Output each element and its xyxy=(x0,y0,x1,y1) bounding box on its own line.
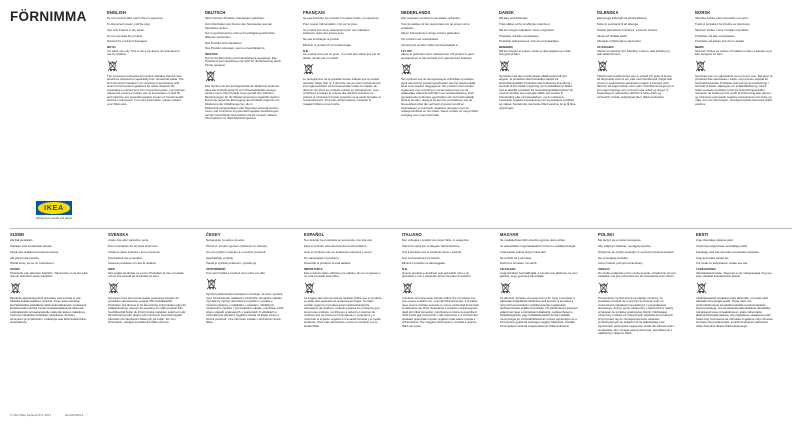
instruction-text: Ekki tengja fjöltengill við annað fjöltengi. xyxy=(597,16,648,21)
warning-title: N.B. xyxy=(303,48,309,53)
language-heading: MAGYAR xyxy=(500,232,519,237)
disposal-text: Symbol přeškrtnutého kontejneru označuje, že tento výrobek musí být likvidován odděleně od běžného domácího odpadu. Výrobek by měl být odevzdán k recyklaci v souladu s místními předpisy o nakládání s odpadem. Oddělením označeného výrobku z komunálního odpadu, pomůžete snížit objem odpadů spalovaných v spalovnách či skládkách a minimalizovat případný negativní dopad na lidské zdraví a životní prostředí. Více informací získáte v obchodním domě IKEA. xyxy=(206,292,284,325)
instruction-text: Nie łączyć się po kolei szeregowo. xyxy=(598,238,642,243)
warning-title: UWAGA! xyxy=(598,266,610,271)
warning-title: OBS! xyxy=(108,266,116,271)
disposal-text: Symbolet med den overkrydsede affaldsspand på hjul angiver, at produktet skal bortskaffes adskilt fra husholdningsaffald. Produktet skal indleveres til genbrug i henhold til den lokale lovgivning om bortskaffelse af affald. Ved at adskille produkter fra husholdningsaffald hjælper du med at mindske den mængde affald, der sendes til forbrænding eller på lossepladsen, og du minimerer eventuelle negative konsekvenser for menneskers sundhed og miljøet. Kontakt det nærmeste IKEA varehus for at få flere oplysninger. xyxy=(499,73,576,110)
crossed-out-bin-icon xyxy=(205,70,216,82)
warning-note xyxy=(303,50,381,61)
warning-note xyxy=(10,268,88,279)
instruction-text: Anslut inte efter varandra i serie. xyxy=(108,238,149,243)
instruction-text: Kassera produkten om den är skadad. xyxy=(108,261,157,266)
instruction-text: Elimina il prodotto se danneggiato. xyxy=(402,261,446,266)
warning-note xyxy=(695,46,773,57)
language-heading: ENGLISH xyxy=(107,10,126,15)
instruction-text: Nicht mehrere Produkte miteinander verbinden. xyxy=(205,16,265,21)
instruction-text: Desechar el producto si está dañado. xyxy=(304,261,352,266)
crossed-out-bin-icon xyxy=(401,63,412,75)
language-heading: ČESKY xyxy=(206,232,221,237)
warning-title: TÄHELEPANU! xyxy=(696,266,717,271)
crossed-out-bin-icon xyxy=(499,60,510,72)
instruction-text: Usar el producto solo en ambientes interiores y secos. xyxy=(304,249,373,254)
instruction-text: Ärge koormake toodet üle. xyxy=(696,255,730,260)
crossed-out-bin-icon xyxy=(500,282,511,294)
warning-title: N.B. xyxy=(402,266,408,271)
language-column-suomi xyxy=(10,232,88,407)
instruction-text: Produktet må ikke overbelastes. xyxy=(695,33,736,38)
warning-note xyxy=(206,268,284,275)
warning-title: UPOZORNĚNÍ: xyxy=(206,266,226,271)
instruction-text: Vervang het product indien het beschadigd is. xyxy=(401,42,459,47)
warning-text: Toto není hračka a výrobek není určen pro děti. xyxy=(206,270,266,275)
language-heading: DANSK xyxy=(499,10,515,15)
warning-title: BEMÆRK! xyxy=(499,44,514,49)
instruction-text: Wyłącznie do użytku wewnątrz w suchych pomieszczeniach. xyxy=(598,249,675,254)
instruction-text: Přívod el. proudu vypnete vytažením ze zásuvky. xyxy=(206,244,268,249)
instruction-text: Ne csatlakoztass több elosztót egymás után sorban. xyxy=(500,238,566,243)
crossed-out-bin-icon xyxy=(598,282,609,294)
brand-tagline: Designed for people and planet xyxy=(35,217,73,220)
warning-text: Questo prodotto è destinato solo agli adulti. Non è un giocattolo e non è destinato all'uso da parte di bambini. xyxy=(402,270,472,279)
language-column-français xyxy=(303,10,381,220)
warning-note xyxy=(696,268,774,279)
instruction-text: Ce produit est conçu uniquement pour une utilisation intérieure, dans des locaux secs. xyxy=(303,27,370,36)
crossed-out-bin-icon xyxy=(107,60,118,72)
crossed-out-bin-icon xyxy=(304,282,315,294)
instruction-text: No conectar los productos en secuencia, uno tras otro. xyxy=(304,238,373,243)
article-id: AA-2067203-2 xyxy=(64,413,84,417)
instruction-text: Dra ut kontakten för att bryta strömmen. xyxy=(108,244,159,249)
warning-note xyxy=(205,53,283,67)
ikea-logo xyxy=(36,201,72,215)
disposal-text: Läbikriipsutatud prügikasti märk tähendab, et toodet tuleb hävitada olmeprügist eraldi. Toode tuleb viia ümbertöötlemisele kooskõlas kohalike keskkonnakaitse õigusnormidega, mis puudutavad jäätmekäitlust. Eraldades märgistatud toote olmejäätmetest, aitate vähendada jäätmepõletusjaamadesse või prügilatesse saadetava prahi hulka ning minimeerite ka võimaliku negatiivse mõju inimeste tervisele ning keskkonnale. Lisainformatsiooni saamiseks võtke ühendust lähima IKEA kauplusega. xyxy=(696,295,773,328)
crossed-out-bin-icon xyxy=(10,282,21,294)
language-column-nederlands xyxy=(401,10,479,220)
instruction-text: Non collegare i prodotti uno dopo l'altro, in sequenza. xyxy=(402,238,470,243)
instruction-text: Csak beltéri száraz helyen használd. xyxy=(500,249,547,254)
instruction-text: Må kun bruges indendørs i tørre omgivelser. xyxy=(499,27,555,32)
language-column-eesti xyxy=(696,232,774,407)
instruction-text: Trek de stekker uit het stopcontact om de stroom uit te schakelen. xyxy=(401,22,470,30)
instruction-text: Das Produkt nicht überlasten. xyxy=(205,40,243,45)
instruction-text: Hävitä tuote, jos se on vaurioitunut. xyxy=(10,261,55,266)
language-column-deutsch xyxy=(205,10,283,220)
instruction-text: Het product niet overbelasten. xyxy=(401,37,439,42)
instruction-text: Nur in geschlossenen und vor Feuchtigkeit geschützten Räumen verwenden. xyxy=(205,31,275,39)
instruction-text: Aftengdu ef fjöltengill er skemmdur. xyxy=(597,39,642,44)
disposal-text: Az áthúzott, kerekes szemetes ikon jelzi, hogy a terméket a háztartási hulladéktól elkülönítve kell kezelni. A terméket a helyi környezetvédelmi szabályozásnak megfelelően újrahasznosítás céljából kell leadni. Ha elkülöníted a jelzéssel ellátott terméket a háztartási hulladéktól, csökkentheted a hulladékégetőbe vagy hulladéklerakóba kerülő hulladék mennyiségét és minimalizálhatod az emberi egészségre és a környezetre gyakorolt esetleges negatív hatásokat. További információért vedd fel a kapcsolatot az IKEA áruházzal. xyxy=(500,295,578,328)
instruction-text: Aby odłączyć zasilanie, wyciągnij wtyczkę. xyxy=(598,244,652,249)
instruction-text: Produktet må ikke overbelastes. xyxy=(499,33,540,38)
instruction-text: Nezapojujte za sebou do série. xyxy=(206,238,246,243)
instruction-text: Notaðu það aðeins innandyra, á þurrum stöðum. xyxy=(597,27,659,32)
language-column-íslenska xyxy=(597,10,675,220)
disposal-text: Il simbolo del cassonetto barrato indica che il prodotto non può essere smaltito con i normali rifiuti domestici. Il prodotto deve essere riciclato secondo le norme ambientali locali sullo smaltimento dei rifiuti. Separando il prodotto contrassegnato dagli altri rifiuti domestici, contribuirai a ridurre la quantità di rifiuti inviati agli inceneritori o alle discariche e a minimizzare qualsiasi potenziale impatto negativo sulla salute umana e sull'ambiente. Per maggiori informazioni, contatta il negozio IKEA più vicino. xyxy=(402,295,479,328)
instruction-text: Do not connect after each other in sequence. xyxy=(107,16,164,21)
warning-note xyxy=(598,268,676,279)
warning-title: FIGYELEM! xyxy=(500,266,516,271)
instruction-text: Éliminer le produit s'il est endommagé. xyxy=(303,42,352,47)
warning-note xyxy=(304,268,382,279)
crossed-out-bin-icon xyxy=(696,282,707,294)
warning-text: Csak felnőttek használhatják. A termék nem játékszer és nem ajánlott, hogy gyerekek használják. xyxy=(500,270,578,279)
instruction-text: Non sovraccaricare il prodotto. xyxy=(402,255,441,260)
instruction-text: Käytä vain sisätiloissa kuivissa tiloissa. xyxy=(10,249,59,254)
brand-name: IKEA xyxy=(44,203,64,212)
footer xyxy=(10,413,96,417)
language-heading: DEUTSCH xyxy=(205,10,226,15)
instruction-text: Skal ikke kobles etter hverandre i en serie. xyxy=(695,16,749,21)
warning-text: Este producto debe utilizarse por adultos. No es un juguete y no está pensado para niños. xyxy=(304,270,381,279)
instruction-text: Överbelasta inte produkten. xyxy=(108,255,143,260)
warning-text: Tarkoitettu vain aikuisten käyttöön. Tämä tuote ei ole lelu eikä sitä ole tarkoitettu lasten käyttöön. xyxy=(10,270,88,279)
instruction-text: No sobrecargar el producto. xyxy=(304,255,340,260)
disposal-text: Le pictogramme de la poubelle barrée indique que le produit doit faire l'objet d'un tri. Il doit être mis au rebut conformément à la réglementation environnementale locale en matière de déchets. En triant les produits portant ce pictogramme, vous contribuez à réduire le volume des déchets incinérés ou enfouis et minimisez l'impact potentiel sur la santé humaine et l'environnement. Pour plus d'informations, contacter le magasin IKEA le plus proche. xyxy=(303,77,381,106)
instruction-text: Älä liitä peräkkäin. xyxy=(10,238,34,243)
instruction-text: Dobd ki a terméket, ha sérült. xyxy=(500,261,538,266)
language-column-dansk xyxy=(499,10,577,220)
language-column-english xyxy=(107,10,185,220)
warning-text: For adult use only. This is not a toy and is not intended for use by children. xyxy=(107,48,180,57)
language-column-svenska xyxy=(108,232,186,407)
warning-title: NOTE! xyxy=(107,44,116,49)
language-heading: SVENSKA xyxy=(108,232,129,237)
disposal-text: Rastitettu jäteastiasymboli tarkoittaa, että tuotetta ei saa hävittää kotitalousjätteen mukana. Tuote tulee toimittaa kierrätettäväksi paikallisten jätehuoltomääräysten mukaisesti. Erottelemalla merkityt tuotteet kotitalousjätteestä vähennät polttolaitoksiin tai kaatopaikoille päätyvän jätteen määrää ja minimoit mahdolliset haitalliset vaikutukset ihmisten terveyteen ja ympäristöön. Lisätietoja saat lähimmästä IKEA-tavaratalosta. xyxy=(10,295,87,325)
instruction-text: Stacca la spina per scollegare l'alimentazione. xyxy=(402,244,461,249)
crossed-out-bin-icon xyxy=(303,63,314,75)
warning-title: WICHTIG! xyxy=(205,52,219,57)
disposal-text: La imagen del cubo de basura tachado indica que el producto se debe tirar separado de la basura del hogar. Se debe reciclar según la normativa local medioambiental de eliminación de residuos. Cuando separas los productos que tienen este símbolo, contribuyes a reducir el volumen de residuos que se envían a incineradoras o vertederos y a minimizar el impacto negativo en la salud humana y el medio ambiente. Para más información, ponte en contacto con tu tienda IKEA. xyxy=(304,295,382,328)
warning-text: Ska endast användas av vuxna. Produkten är inte en leksak och är inte avsedd att användas av barn. xyxy=(108,270,184,279)
warning-note xyxy=(402,268,480,279)
instruction-text: Pokud je výrobek poškozen, vyhoďte jej. xyxy=(206,261,257,266)
instruction-text: Pour couper l'alimentation, tirer sur la prise. xyxy=(303,22,358,27)
disposal-text: Symbolet viser en søppeldunk med et kryss over. Det betyr at produktet ikke skal kastes i søpla, men leveres separat for husholdningsavfall. Produktet skal leveres til resirkulering i henhold til lokale miljøregler om avfallshåndtering. Ved å holde merkede produkter borte fra husholdningsavfallet, reduserer du avfall som blir sendt til forbrenning eller deponi og minimerer potensielle negative konsekvenser for helse og miljø. For mer informasjon, vennligst kontakt nærmeste IKEA-varehus. xyxy=(695,73,773,106)
instruction-text: To disconnect power, pull the plug. xyxy=(107,22,151,27)
crossed-out-bin-icon xyxy=(695,60,706,72)
instruction-text: Produktet må kastes hvis det er skadet. xyxy=(695,39,745,44)
language-heading: ESPAÑOL xyxy=(304,232,325,237)
instruction-text: Ne pas surcharger le produit. xyxy=(303,37,340,42)
language-column-česky xyxy=(206,232,284,407)
instruction-text: Katkaise virta irrottamalla pistoke. xyxy=(10,244,53,249)
language-column-polski xyxy=(598,232,676,407)
language-heading: SUOMI xyxy=(10,232,24,237)
warning-title: HUOM! xyxy=(10,266,20,271)
crossed-out-bin-icon xyxy=(402,282,413,294)
warning-note xyxy=(597,46,675,57)
instruction-text: Ne pas brancher les produits l'un après l'autre, en séquence. xyxy=(303,16,380,21)
copyright-text: © Inter IKEA Systems B.V. 2017 xyxy=(10,413,52,417)
disposal-text: Het symbool met de doorgestreepte vuilnisbak op wieltjes geeft aan dat het product gescheiden van het huishoudelijk afval moet worden weggegooid. Het product moet worden ingeleverd voor recycling in overeenstemming met de plaatselijke milieuvoorschriften voor afvalverwerking. Door gemarkeerde producten gescheiden van het huishoudelijk afval te houden, draag je bij aan het verminderen van de hoeveelheid afval die verbrand of gestort wordt en minimaliseer je eventuele negatieve gevolgen voor de volksgezondheid en het milieu. Neem contact op met je IKEA vestiging voor meer informatie. xyxy=(401,77,478,117)
warning-text: Skal kun brukes av voksne. Produktet er ikke et leketøy og er ikke beregnet for barn. xyxy=(695,48,773,57)
instruction-text: Nie przeciążaj produktu. xyxy=(598,255,629,260)
language-column-norsk xyxy=(695,10,773,220)
instruction-text: Use only indoors in dry areas. xyxy=(107,27,145,32)
instruction-text: Para el enchufe para desconectar la alimentación. xyxy=(304,244,368,249)
instruction-text: Discard the product if damaged. xyxy=(107,39,148,44)
warning-text: Do użytku wyłącznie przez osoby dorosłe. Urządzenie nie jest zabawką i nie jest przeznaczone do stosowania przez dzieci. xyxy=(598,270,676,279)
crossed-out-bin-icon xyxy=(206,278,217,290)
language-heading: ITALIANO xyxy=(402,232,422,237)
instruction-text: Az áramellátás megszakításához húzd ki a csatlakozódugót. xyxy=(500,244,577,249)
instruction-text: Alleen binnenshuis in droge ruimtes gebruiken. xyxy=(401,31,461,36)
instruction-text: Varast að ofhlaða tækið. xyxy=(597,33,628,38)
row-divider xyxy=(10,228,792,229)
warning-text: Alleen te gebruiken door volwassenen. Dit product is geen speelgoed en is niet bedoeld voor gebruik door kinderen. xyxy=(401,52,475,60)
instruction-text: Niet meerdere producten met elkaar verbinden. xyxy=(401,16,461,21)
crossed-out-bin-icon xyxy=(597,60,608,72)
warning-text: Må kun bruges af voksne. Dette er ikke legetøj og er ikke beregnet til børn. xyxy=(499,48,571,57)
warning-note xyxy=(107,46,185,57)
instruction-text: Kui toode on kahjustatud, visake see ära. xyxy=(696,261,749,266)
disposal-text: The crossed-out wheeled bin symbol indicates that the item should be disposed of separately from household waste. The item should be handed in for recycling in accordance with local environmental regulations for waste disposal. By separating a marked item from household waste, you will help reduce the volume of waste sent to incinerators or land-fill and minimize any potential negative impact on human health and the environment. For more information, please contact your IKEA store. xyxy=(107,73,185,106)
language-heading: FRANÇAIS xyxy=(303,10,325,15)
crossed-out-bin-icon xyxy=(108,282,119,294)
page-title: FÖRNIMMA xyxy=(10,9,87,24)
warning-text: Nur für die Benutzung durch Erwachsene ausgelegt. Das Produkt ist kein Spielzeug und nicht für die Benutzung durch Kinder geeignet. xyxy=(205,55,282,67)
instruction-text: Älä ylikuormita tuotetta. xyxy=(10,255,40,260)
instruction-text: Zum Abschalten des Stroms den Netzstecker aus der Steckdose ziehen. xyxy=(205,22,273,30)
warning-title: LET OP! xyxy=(401,48,413,53)
instruction-text: Trekk ut kontakten for å koble av strømmen. xyxy=(695,22,751,27)
instruction-text: Do not overload the product. xyxy=(107,33,143,38)
instruction-text: Nepřetěžujte výrobek. xyxy=(206,255,234,260)
instruction-text: Kasutage vaid siseruumides ja kuivades kohtades. xyxy=(696,249,760,254)
instruction-text: Skal kun brukes i tørre områder innendørs. xyxy=(695,27,750,32)
instruction-text: Jen pro použití v interiéru a v suchém prostředí. xyxy=(206,249,267,254)
language-column-magyar xyxy=(500,232,578,407)
instruction-text: Usa il prodotto solo in ambienti chiusi e asciutti. xyxy=(402,249,462,254)
warning-text: Vaid täiskasvanutele. Tegemist ei ole mänguasjaga ning see pole mõeldud kasutamiseks lastele. xyxy=(696,270,772,279)
warning-text: Ce produit n'est pas un jouet ; il ne doit être utilisé que par un adulte, jamais par un enfant. xyxy=(303,52,381,60)
instruction-text: Usuń produkt, jeśli jest uszkodzony. xyxy=(598,261,643,266)
language-column-español xyxy=(304,232,382,407)
instruction-text: Använd endast inomhus i torra utrymmen. xyxy=(108,249,161,254)
instruction-text: Må ikke serieforbindes. xyxy=(499,16,529,21)
disposal-text: Przekreślony symbol kosza na odpady oznacza, że omawiany produkt nie może być wyrzucany wraz ze zmieszanymi odpadami komunalnymi z gospodarstwa domowego. Zużyty sprzęt elektryczny i elektroniczny należy przekazać do punktów selektywnej zbiórki. Oddzielając oznaczony produkt od zmieszanych odpadów komunalnych, przyczyniasz się do zmniejszenia ilości odpadów przekazywanych do spalarni lub na składowiska oraz ograniczasz potencjalne negatywne skutki dla zdrowia ludzi i środowiska. Aby uzyskać więcej informacji, skontaktuj się z najbliższym sklepem IKEA. xyxy=(598,295,675,336)
warning-text: Aðeins til notkunar fyrir fullorðna. Þetta er ekki leikfang og ekki ætlað börnum. xyxy=(597,48,670,57)
warning-note xyxy=(500,268,578,279)
language-heading: POLSKI xyxy=(598,232,614,237)
language-column-italiano xyxy=(402,232,480,407)
instruction-text: Vooluringi sulgemiseks eemaldage pistik. xyxy=(696,244,748,249)
disposal-text: Symbolen med den överkryssade soptunnan betyder att produkten ska kasseras separat från hushållsavfall. Produkten ska lämnas in för återvinning enligt lokala regler för avfallshantering. Genom att separera en märkt produkt från hushållsavfall bidrar du till att minska mängden avfall som går till förbränning eller deponi och minimerar eventuell negativ påverkan på människors hälsa och på miljön. För mer information, vänligen kontakta ditt IKEA-varuhus. xyxy=(108,295,186,325)
instruction-text: Das Produkt entsorgen, wenn es beschädigt ist. xyxy=(205,46,266,51)
language-heading: ÍSLENSKA xyxy=(597,10,619,15)
disposal-text: Táknið með ruslatunnunni sem er strikað yfir gefur til kynna að farga skuli vörunni sér, ekki með heimilisrusli. Farga skal vörunni í endurvinnslu samkvæmt reglum á hverjum stað. Með því að setja merktar vörur ekki í heimilisrusl dregur þú úr því magni úrgangs sem er brennt eða urðað og dregur úr hugsanlegum neikvæðum áhrifum á heilsu fólks og umhverfið. Frekari upplýsingar fást í IKEA versluninni. xyxy=(597,73,675,99)
instruction-text: Taktu úr sambandi til að aftengja. xyxy=(597,22,639,27)
language-heading: EESTI xyxy=(696,232,709,237)
instruction-text: Ne terheld túl a terméket. xyxy=(500,255,532,260)
warning-title: IMPORTANTE xyxy=(304,266,323,271)
disposal-text: Das Symbol mit der durchgestrichenen Mülltonne bedeutet, dass das Produkt getrennt vom Haushaltsabfall entsorgt werden muss. Das Produkt muss gemäß den örtlichen Bestimmungen für die Wiederverwertung zugeführt werden. Durch die getrennte Entsorgung des Produkts trägst du zur Minderung der Abfallmenge bei, die in Müllverbrennungsanlagen oder Deponien entsorgt werden muss, und minimierst so potenziell negative Auswirkungen auf die menschliche Gesundheit und die Umwelt. Weitere Informationen im IKEA Einrichtungshaus. xyxy=(205,84,281,121)
language-heading: NORSK xyxy=(695,10,711,15)
instruction-text: Produktet skal kasseres, hvis det er beskadiget. xyxy=(499,39,560,44)
warning-note xyxy=(108,268,186,279)
warning-title: MERK! xyxy=(695,44,705,49)
warning-note xyxy=(401,50,479,61)
warning-title: ATHUGAÐU! xyxy=(597,44,615,49)
language-heading: NEDERLANDS xyxy=(401,10,431,15)
warning-note xyxy=(499,46,577,57)
instruction-text: Træk stikket ud for at afbryde strømmen. xyxy=(499,22,551,27)
instruction-text: Ärge ühendage üksteise järel. xyxy=(696,238,734,243)
